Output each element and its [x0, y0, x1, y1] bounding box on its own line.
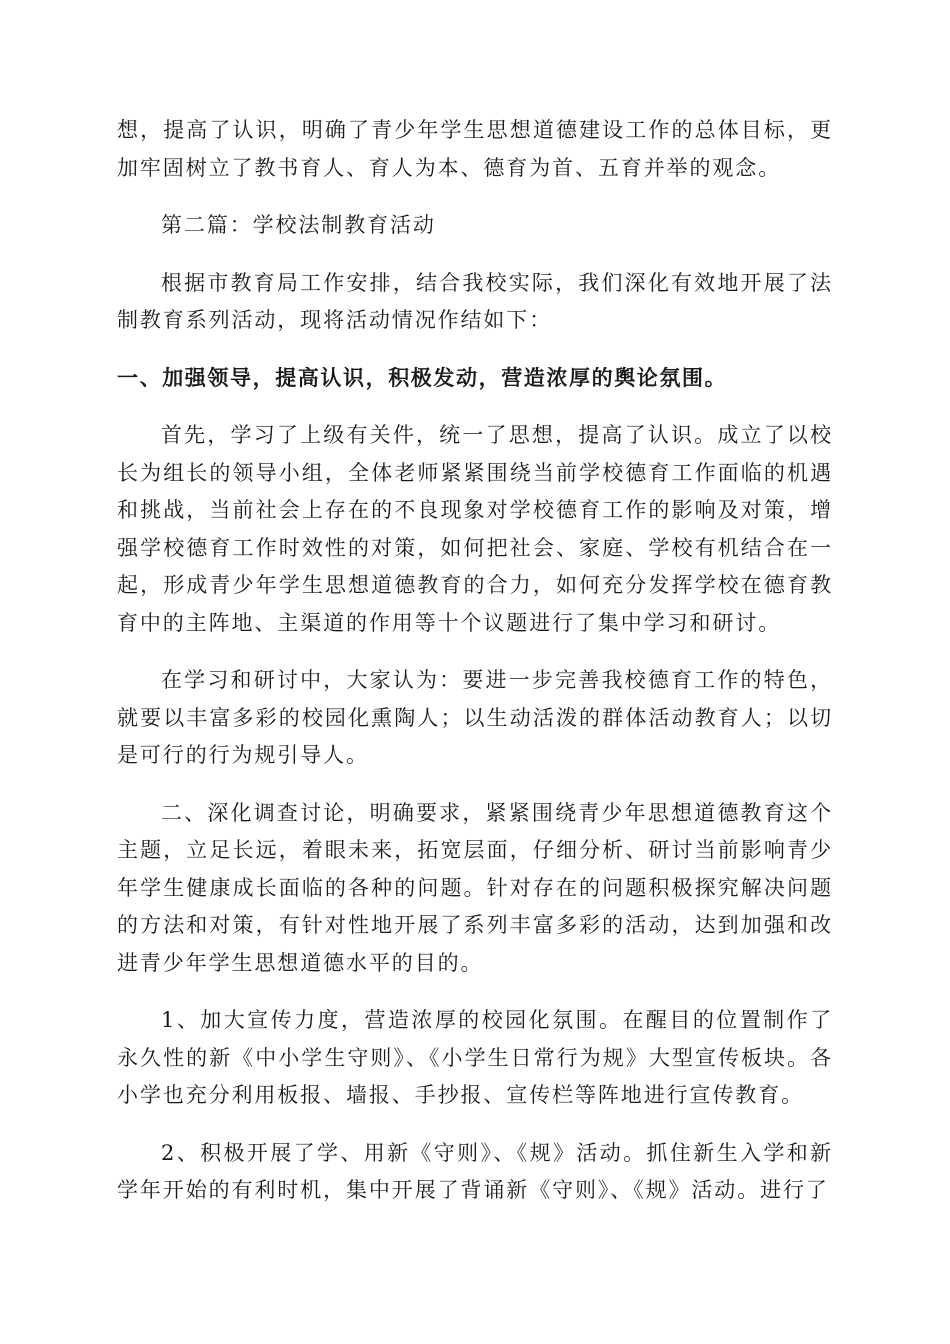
- section-title: 第二篇：学校法制教育活动: [161, 213, 436, 237]
- paragraph-body: 二、深化调查讨论，明确要求，紧紧围绕青少年思想道德教育这个主题，立足长远，着眼未来，拓宽层面，仔细分析、研讨当前影响青少年学生健康成长面临的各种的问题。针对存在的问题积极探究解决问题的方法和对策，有针对性地开展了系列丰富多彩的活动，达到加强和改进青少年学生思想道德水平的目的。: [117, 800, 833, 975]
- paragraph-body: 在学习和研讨中，大家认为：要进一步完善我校德育工作的特色，就要以丰富多彩的校园化熏陶人；以生动活泼的群体活动教育人；以切是可行的行为规引导人。: [117, 668, 833, 767]
- paragraph-intro: 根据市教育局工作安排，结合我校实际，我们深化有效地开展了法制教育系列活动，现将活动情况作结如下：: [117, 270, 833, 332]
- paragraph-body: 首先，学习了上级有关件，统一了思想，提高了认识。成立了以校长为组长的领导小组，全体老师紧紧围绕当前学校德育工作面临的机遇和挑战，当前社会上存在的不良现象对学校德育工作的影响及对策，增强学校德育工作时效性的对策，如何把社会、家庭、学校有机结合在一起，形成青少年学生思想道德教育的合力，如何充分发挥学校在德育教育中的主阵地、主渠道的作用等十个议题进行了集中学习和研讨。: [117, 423, 833, 635]
- document-page: [117, 112, 833, 1230]
- paragraph-body: 2、积极开展了学、用新《守则》、《规》活动。抓住新生入学和新学年开始的有利时机，集中开展了背诵新《守则》、《规》活动。进行了: [117, 1140, 833, 1202]
- bold-heading: 一、加强领导，提高认识，积极发动，营造浓厚的舆论氛围。: [117, 365, 728, 390]
- paragraph-body: 1、加大宣传力度，营造浓厚的校园化氛围。在醒目的位置制作了永久性的新《中小学生守则》、《小学生日常行为规》大型宣传板块。各小学也充分利用板报、墙报、手抄报、宣传栏等阵地进行宣传教育。: [117, 1008, 833, 1107]
- paragraph-continuation: 想，提高了认识，明确了青少年学生思想道德建设工作的总体目标，更加牢固树立了教书育人、育人为本、德育为首、五育并举的观念。: [117, 118, 833, 180]
